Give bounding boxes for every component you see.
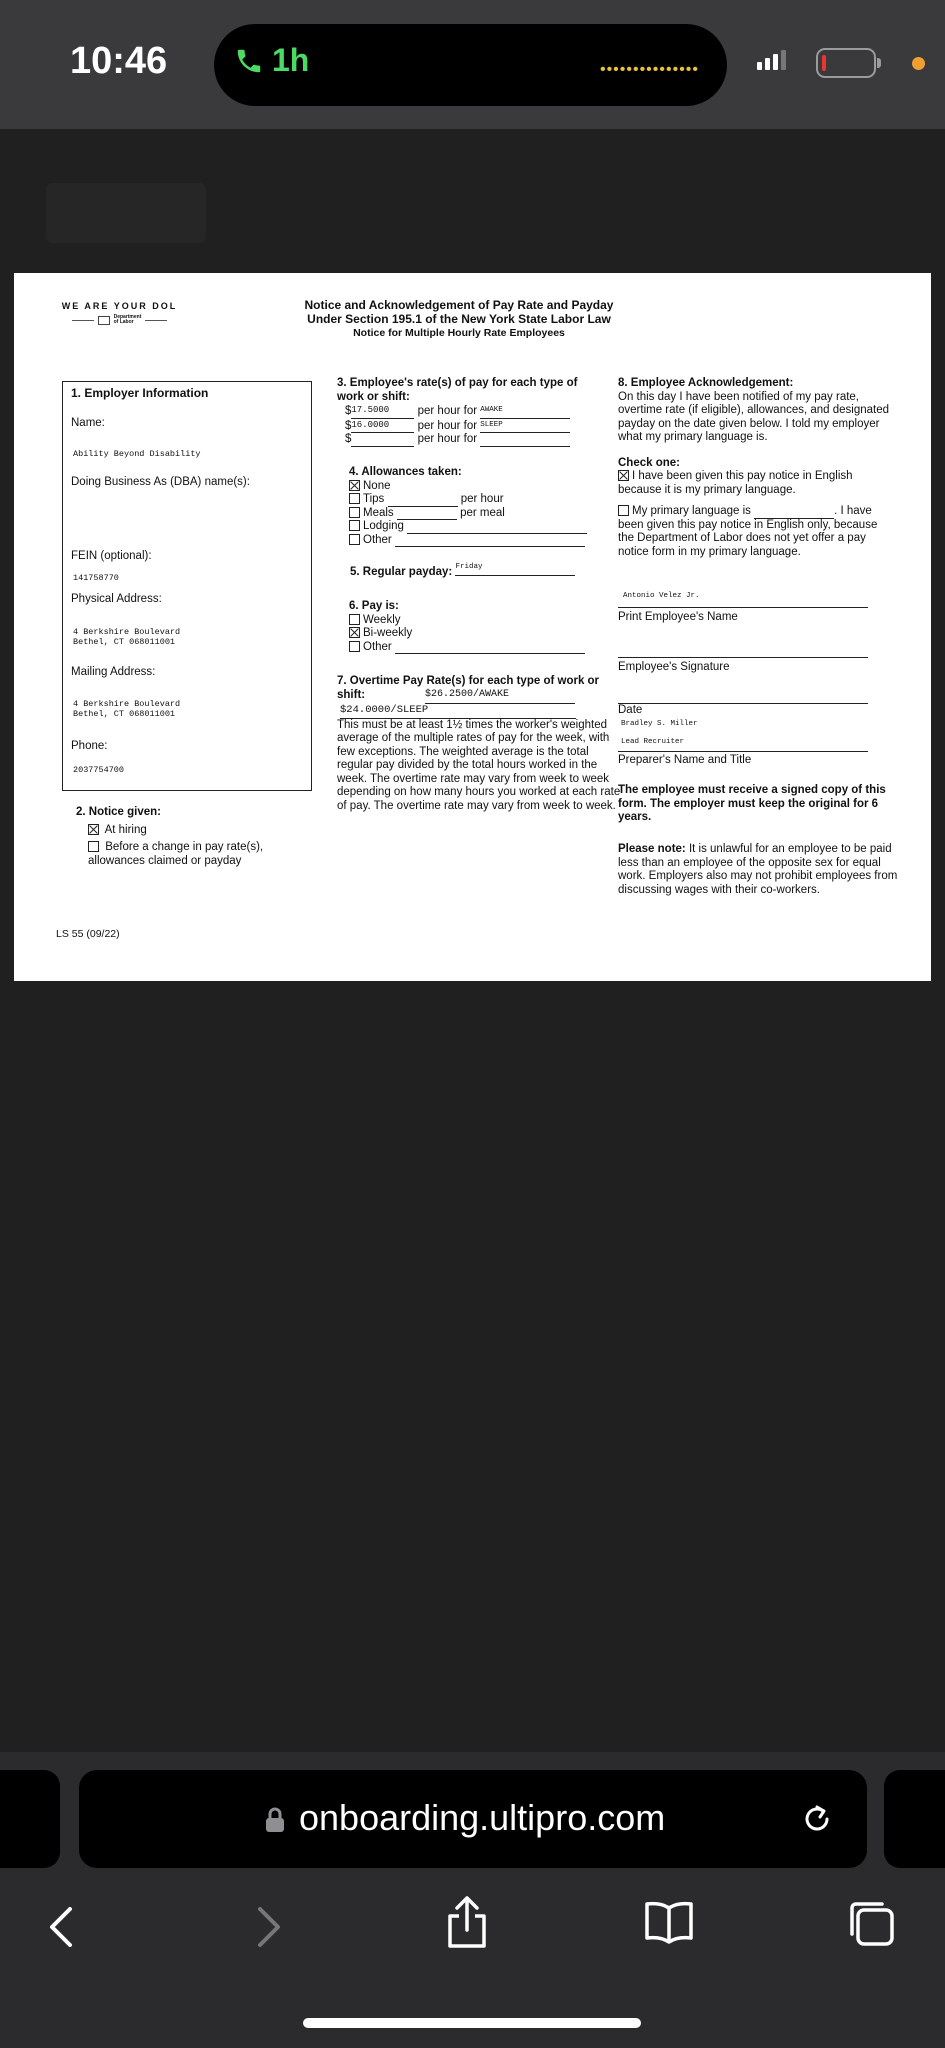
employer-info-heading: 1. Employer Information: [71, 386, 209, 400]
back-icon[interactable]: [46, 1903, 76, 1951]
preparer-title-value: Lead Recruiter: [621, 738, 685, 746]
rate-3-amount: [351, 435, 414, 447]
dba-label: Doing Business As (DBA) name(s):: [71, 476, 250, 488]
fein-label: FEIN (optional):: [71, 550, 152, 562]
currency-2: $: [345, 419, 352, 432]
clock: 10:46: [70, 40, 168, 82]
currency-3: $: [345, 433, 352, 445]
physical-address-value: 4 Berkshire Boulevard Bethel, CT 068011001: [73, 627, 181, 647]
forward-icon[interactable]: [254, 1903, 284, 1951]
pay-notice-document: [14, 273, 931, 981]
before-change-checkbox[interactable]: [88, 841, 99, 852]
employee-name-value: Antonio Velez Jr.: [623, 592, 700, 600]
bookmarks-icon[interactable]: [643, 1900, 695, 1944]
biweekly-checkbox[interactable]: [349, 627, 360, 638]
overtime-heading: 7. Overtime Pay Rate(s) for each type of work or shift:: [337, 675, 600, 701]
rate-2-suffix: per hour for: [417, 419, 478, 432]
rate-2-amount: 16.0000: [351, 419, 414, 434]
rate-1-amount: 17.5000: [351, 404, 414, 419]
overtime-rate-1: $26.2500/AWAKE: [425, 689, 510, 700]
form-code: LS 55 (09/22): [56, 928, 120, 940]
previous-tab-preview[interactable]: [0, 1770, 60, 1868]
status-bar: [0, 0, 945, 129]
allowance-lodging-label: Lodging: [363, 520, 404, 532]
name-value: Ability Beyond Disability: [73, 449, 201, 459]
please-note-label: Please note:: [618, 843, 686, 855]
date-label: Date: [618, 704, 643, 716]
tabs-icon[interactable]: [846, 1898, 896, 1948]
signature-label: Employee's Signature: [618, 661, 730, 673]
share-icon[interactable]: [444, 1894, 490, 1950]
physical-address-label: Physical Address:: [71, 593, 162, 605]
allowance-meals-label: Meals: [363, 506, 394, 519]
payday-section: [350, 565, 610, 580]
allowance-other-checkbox[interactable]: [349, 534, 360, 545]
currency-1: $: [345, 405, 352, 417]
call-indicator[interactable]: [234, 42, 309, 79]
name-label: Name:: [71, 417, 105, 429]
other-language-checkbox[interactable]: [618, 505, 629, 516]
preparer-label: Preparer's Name and Title: [618, 754, 752, 766]
home-indicator[interactable]: [303, 2018, 641, 2028]
fein-value: 141758770: [73, 573, 119, 583]
logo-dept-2: of Labor: [113, 319, 134, 325]
document-title: [254, 298, 664, 340]
title-line-3: Notice for Multiple Hourly Rate Employees: [353, 327, 565, 339]
payday-heading: 5. Regular payday:: [350, 566, 453, 578]
reload-icon[interactable]: [797, 1798, 837, 1838]
pay-rates-heading: 3. Employee's rate(s) of pay for each type of work or shift:: [337, 377, 578, 403]
copy-notice: The employee must receive a signed copy of this form. The employer must keep the original for 6 years.: [618, 784, 886, 823]
check-one-label: Check one:: [618, 456, 680, 469]
meals-unit: per meal: [460, 506, 505, 519]
privacy-indicator-dot: [912, 57, 925, 70]
page-header-placeholder: [46, 183, 206, 243]
print-name-label: Print Employee's Name: [618, 611, 738, 623]
logo-dept-1: Department: [113, 314, 142, 320]
overtime-body: This must be at least 1½ times the worker's weighted average of the multiple rates of pay for the week, with few exceptions. The weighted average is the total regular pay divided by the total hours worked in the week. The overtime rate may vary from week to week depending on how many hours you worked at each rate of pay. The overtime rate may vary from week to week.: [337, 718, 621, 812]
other-language-label-b: . I have been given this pay notice in English only, because the Department of Labor does not yet offer a pay notice form in my primary language.: [618, 505, 878, 558]
employee-ack-section: [618, 377, 890, 559]
pay-frequency-section: [349, 600, 609, 654]
pay-other-label: Other: [363, 640, 392, 653]
pay-frequency-heading: 6. Pay is:: [349, 600, 399, 612]
allowance-meals-checkbox[interactable]: [349, 507, 360, 518]
english-primary-checkbox[interactable]: [618, 470, 629, 481]
mailing-address-value: 4 Berkshire Boulevard Bethel, CT 068011001: [73, 699, 181, 719]
before-change-label: Before a change in pay rate(s), allowances claimed or payday: [88, 841, 264, 867]
title-line-1: Notice and Acknowledgement of Pay Rate and Payday: [304, 298, 614, 312]
lock-icon: [264, 1806, 286, 1834]
employer-info-box: [62, 381, 312, 791]
title-line-2: Under Section 195.1 of the New York State Labor Law: [307, 312, 611, 326]
allowance-tips-checkbox[interactable]: [349, 493, 360, 504]
battery-cap: [877, 58, 881, 68]
phone-label: Phone:: [71, 740, 108, 752]
weekly-label: Weekly: [363, 613, 401, 626]
at-hiring-label: At hiring: [104, 823, 147, 836]
at-hiring-checkbox[interactable]: [88, 824, 99, 835]
date-line[interactable]: [618, 703, 868, 704]
please-note: [618, 843, 898, 897]
preparer-name-value: Bradley S. Miller: [621, 720, 698, 728]
phone-value: 2037754700: [73, 765, 125, 775]
call-duration: 1h: [272, 42, 310, 78]
ny-state-icon: [98, 316, 110, 325]
notice-given-section: [76, 806, 316, 868]
weekly-checkbox[interactable]: [349, 614, 360, 625]
overtime-section: [337, 675, 622, 813]
pay-other-checkbox[interactable]: [349, 641, 360, 652]
rate-3-type: [480, 435, 570, 447]
phone-icon: [234, 45, 264, 77]
please-note-body: It is unlawful for an employee to be paid less than an employee of the opposite sex for equal work. Employers also may not prohibit employees from discussing wages with their co-workers.: [618, 843, 898, 896]
english-primary-label: I have been given this pay notice in English because it is my primary language.: [618, 470, 853, 496]
notice-given-heading: 2. Notice given:: [76, 806, 161, 818]
dol-logo: [52, 301, 187, 325]
allowances-heading: 4. Allowances taken:: [349, 466, 462, 478]
allowance-lodging-checkbox[interactable]: [349, 520, 360, 531]
signature-line[interactable]: [618, 657, 868, 658]
allowance-other-label: Other: [363, 533, 392, 546]
audio-dots-icon: •••••••••••••••: [599, 61, 699, 78]
address-bar[interactable]: [79, 1770, 867, 1868]
signal-icon: [757, 50, 786, 70]
dynamic-island[interactable]: [214, 24, 727, 106]
allowances-section: [349, 466, 609, 547]
tips-unit: per hour: [460, 493, 504, 505]
pay-rates-section: [337, 377, 607, 447]
battery-icon: [816, 48, 876, 78]
rate-2-type: SLEEP: [480, 419, 570, 434]
rate-3-suffix: per hour for: [417, 433, 478, 445]
mailing-address-label: Mailing Address:: [71, 666, 156, 678]
url-text[interactable]: onboarding.ultipro.com: [299, 1797, 666, 1838]
other-language-label-a: My primary language is: [632, 505, 751, 517]
employee-ack-heading: 8. Employee Acknowledgement:: [618, 377, 794, 389]
employee-ack-body: On this day I have been notified of my pay rate, overtime rate (if eligible), allowances, and designated payday on the date given below. I told my employer what my primary language is.: [618, 390, 890, 443]
rate-1-suffix: per hour for: [417, 405, 478, 417]
allowance-tips-label: Tips: [363, 493, 385, 505]
allowance-none-checkbox[interactable]: [349, 480, 360, 491]
next-tab-preview[interactable]: [884, 1770, 945, 1868]
logo-text: WE ARE YOUR DOL: [61, 301, 178, 311]
allowance-none-label: None: [363, 479, 391, 492]
payday-value: Friday: [455, 561, 575, 576]
overtime-rate-2: $24.0000/SLEEP: [340, 704, 576, 719]
rate-1-type: AWAKE: [480, 404, 570, 419]
biweekly-label: Bi-weekly: [363, 627, 413, 639]
